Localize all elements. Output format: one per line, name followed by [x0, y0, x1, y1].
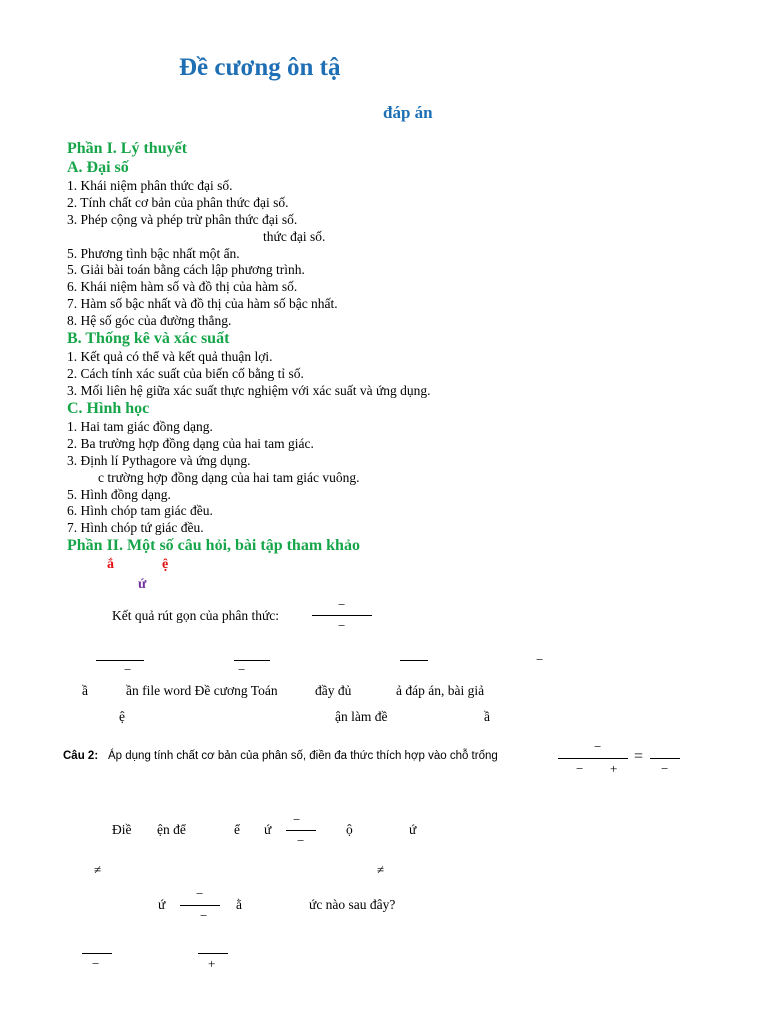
algebra-item: 1. Khái niệm phân thức đại số.: [67, 178, 233, 193]
fragment-red: ệ: [162, 557, 169, 572]
fragment-red: ắ: [107, 557, 114, 572]
fraction-bar: [180, 905, 220, 906]
algebra-item: 2. Tính chất cơ bản của phân thức đại số.: [67, 195, 289, 210]
ad-fragment: ầ: [82, 683, 88, 698]
fraction-bar: [286, 830, 316, 831]
fraction-plus: +: [610, 761, 618, 776]
geometry-item: 2. Ba trường hợp đồng dạng của hai tam giác.: [67, 436, 314, 451]
fraction-minus: −: [338, 597, 346, 612]
algebra-item: 3. Phép cộng và phép trừ phân thức đại số.: [67, 212, 298, 227]
stats-item: 3. Mối liên hệ giữa xác suất thực nghiệm với xác suất và ứng dụng.: [67, 383, 431, 398]
ad-fragment: đầy đủ: [315, 683, 352, 698]
fragment-purple: ứ: [138, 577, 147, 592]
algebra-item: thức đại số.: [263, 229, 326, 244]
fraction-minus: −: [576, 761, 584, 776]
fraction-plus: +: [208, 956, 216, 971]
fraction-minus: −: [661, 761, 669, 776]
neq-sign: ≠: [94, 862, 102, 877]
fraction-minus: −: [196, 886, 204, 901]
fraction-bar: [82, 953, 112, 954]
section-a-heading: A. Đại số: [67, 159, 129, 176]
ad-fragment: ả đáp án, bài giả: [396, 683, 485, 698]
part2-heading: Phần II. Một số câu hỏi, bài tập tham khảo: [67, 537, 360, 554]
fraction-bar: [234, 660, 270, 661]
fraction-minus: −: [594, 739, 602, 754]
algebra-item: 5. Phương tình bậc nhất một ẩn.: [67, 246, 240, 261]
question-2-label: Câu 2:: [63, 750, 99, 762]
geometry-item: c trường hợp đồng dạng của hai tam giác vuông.: [98, 470, 360, 485]
fraction-minus: −: [536, 652, 544, 667]
question-4-fragment: ằ: [236, 897, 242, 912]
equals-sign: =: [634, 748, 644, 765]
doc-title: Đề cương ôn tậ: [179, 54, 341, 81]
neq-sign: ≠: [377, 862, 385, 877]
algebra-item: 5. Giải bài toán bằng cách lập phương trình.: [67, 262, 305, 277]
ad-fragment: ầ: [484, 709, 490, 724]
fraction-minus: −: [92, 956, 100, 971]
geometry-item: 3. Định lí Pythagore và ứng dụng.: [67, 453, 251, 468]
question-1-text: Kết quả rút gọn của phân thức:: [112, 608, 280, 623]
fraction-minus: −: [124, 662, 132, 677]
question-3-fragment: ể: [234, 822, 240, 837]
stats-item: 1. Kết quả có thể và kết quả thuận lợi.: [67, 349, 273, 364]
question-3-fragment: ứ: [264, 822, 272, 837]
algebra-item: 7. Hàm số bậc nhất và đồ thị của hàm số bậc nhất.: [67, 296, 338, 311]
fraction-minus: −: [338, 618, 346, 633]
geometry-item: 7. Hình chóp tứ giác đều.: [67, 520, 204, 535]
question-4-fragment: ức nào sau đây?: [309, 897, 396, 912]
ad-fragment: ần file word Đề cương Toán: [126, 683, 278, 698]
ad-fragment: ận làm đề: [335, 709, 388, 724]
geometry-item: 1. Hai tam giác đồng dạng.: [67, 419, 213, 434]
question-3-fragment: ộ: [346, 822, 353, 837]
question-3-fragment: ện để: [157, 822, 186, 837]
fraction-minus: −: [293, 812, 301, 827]
section-b-heading: B. Thống kê và xác suất: [67, 330, 230, 347]
fraction-bar: [198, 953, 228, 954]
fraction-bar: [558, 758, 628, 759]
algebra-item: 8. Hệ số góc của đường thẳng.: [67, 313, 232, 328]
geometry-item: 5. Hình đồng dạng.: [67, 487, 171, 502]
fraction-minus: −: [238, 662, 246, 677]
question-2-text: Áp dụng tính chất cơ bản của phân số, điền đa thức thích hợp vào chỗ trống: [108, 750, 498, 762]
stats-item: 2. Cách tính xác suất của biến cố bằng tỉ số.: [67, 366, 304, 381]
question-3-fragment: ứ: [409, 822, 417, 837]
fraction-bar: [650, 758, 680, 759]
fraction-minus: −: [297, 833, 305, 848]
fraction-bar: [400, 660, 428, 661]
doc-subtitle: đáp án: [383, 103, 433, 122]
fraction-minus: −: [200, 908, 208, 923]
part1-heading: Phần I. Lý thuyết: [67, 140, 188, 157]
ad-fragment: ệ: [119, 709, 125, 724]
fraction-bar: [96, 660, 144, 661]
section-c-heading: C. Hình học: [67, 400, 150, 417]
question-4-fragment: ứ: [158, 897, 166, 912]
question-3-fragment: Điề: [112, 822, 132, 837]
fraction-bar: [312, 615, 372, 616]
algebra-item: 6. Khái niệm hàm số và đồ thị của hàm số.: [67, 279, 298, 294]
geometry-item: 6. Hình chóp tam giác đều.: [67, 503, 213, 518]
